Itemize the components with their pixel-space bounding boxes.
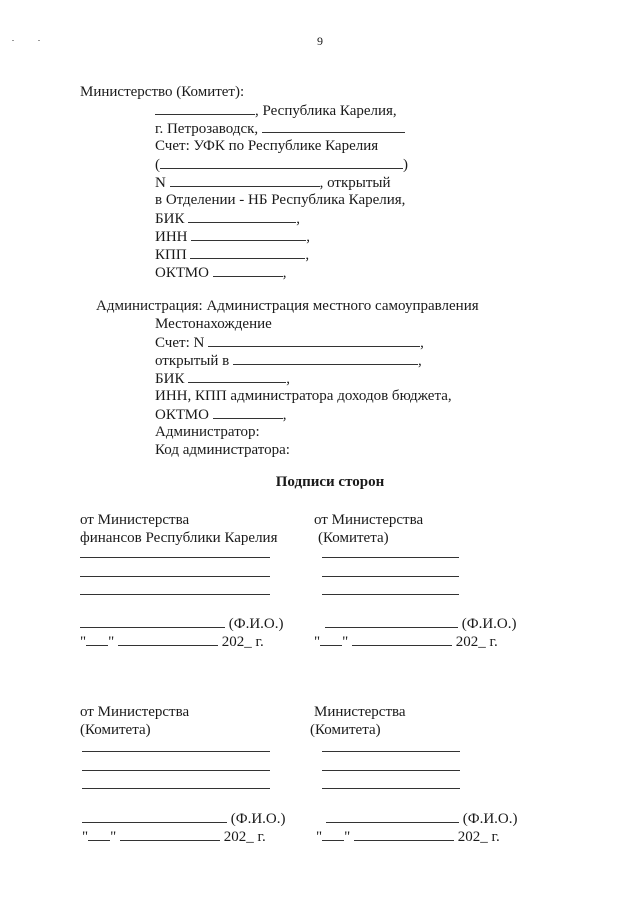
signature-party-line2: финансов Республики Карелия	[80, 530, 278, 546]
administration-account: Счет: N ,	[155, 335, 424, 351]
blank-line	[120, 827, 220, 841]
administration-bik: БИК ,	[155, 371, 290, 387]
signature-fio-line: (Ф.И.О.)	[326, 809, 518, 829]
blank-line	[86, 632, 108, 646]
signature-blank-line	[322, 594, 459, 595]
signatures-title: Подписи сторон	[275, 474, 385, 490]
blank-line	[170, 173, 320, 187]
signature-date-line: " " 202_ г.	[80, 634, 264, 650]
signature-party-line2: (Комитета)	[310, 722, 381, 738]
signature-blank-line	[322, 576, 459, 577]
scan-speck	[38, 40, 40, 41]
administration-location: Местонахождение	[155, 316, 272, 332]
signature-party-line1: от Министерства	[314, 512, 424, 528]
scan-speck	[12, 40, 14, 41]
signature-party-line1: от Министерства	[80, 512, 190, 528]
blank-line	[190, 245, 305, 259]
ministry-line-oktmo: ОКТМО ,	[155, 265, 287, 281]
ministry-line-city: г. Петрозаводск,	[155, 119, 405, 139]
signature-blank-line	[82, 751, 270, 752]
ministry-line-recipient: ( )	[155, 157, 408, 173]
ministry-line-inn: ИНН ,	[155, 229, 310, 245]
ministry-line-number: N , открытый	[155, 175, 391, 191]
signature-line	[325, 614, 458, 628]
ministry-line-kpp: КПП ,	[155, 247, 310, 263]
signature-date-line: " " 202_ г.	[316, 829, 500, 845]
blank-line	[213, 405, 283, 419]
administration-oktmo: ОКТМО ,	[155, 407, 287, 423]
signature-party-line1: от Министерства	[80, 704, 190, 720]
page-number: 9	[317, 34, 323, 48]
signature-fio-line: (Ф.И.О.)	[82, 809, 286, 829]
blank-line	[233, 351, 418, 365]
administration-opened-in: открытый в ,	[155, 353, 422, 369]
signature-line	[80, 614, 225, 628]
blank-line	[188, 209, 296, 223]
ministry-line-bik: БИК ,	[155, 211, 300, 227]
blank-line	[262, 119, 405, 133]
signature-blank-line	[82, 788, 270, 789]
ministry-line-region: , Республика Карелия,	[155, 101, 397, 121]
administration-inn-kpp: ИНН, КПП администратора доходов бюджета,	[155, 388, 452, 404]
blank-line	[322, 827, 344, 841]
signature-line	[82, 809, 227, 823]
signature-blank-line	[322, 788, 460, 789]
ministry-line-account: Счет: УФК по Республике Карелия	[155, 138, 379, 154]
signature-blank-line	[322, 770, 460, 771]
signature-party-line2: (Комитета)	[318, 530, 389, 546]
signature-blank-line	[82, 770, 270, 771]
blank-line	[354, 827, 454, 841]
signature-date-line: " " 202_ г.	[314, 634, 498, 650]
blank-line	[155, 101, 255, 115]
administration-administrator: Администратор:	[155, 424, 260, 440]
blank-line	[213, 263, 283, 277]
ministry-line-bank: в Отделении - НБ Республика Карелия,	[155, 192, 406, 208]
signature-blank-line	[80, 557, 270, 558]
blank-line	[191, 227, 306, 241]
signature-party-line1: Министерства	[314, 704, 406, 720]
blank-line	[320, 632, 342, 646]
signature-blank-line	[322, 751, 460, 752]
signature-line	[326, 809, 459, 823]
signature-blank-line	[322, 557, 459, 558]
signature-party-line2: (Комитета)	[80, 722, 151, 738]
signature-blank-line	[80, 576, 270, 577]
signature-fio-line: (Ф.И.О.)	[80, 614, 284, 634]
blank-line	[352, 632, 452, 646]
signature-fio-line: (Ф.И.О.)	[325, 614, 517, 634]
ministry-heading: Министерство (Комитет):	[80, 84, 245, 100]
administration-code: Код администратора:	[155, 442, 290, 458]
signature-blank-line	[80, 594, 270, 595]
administration-heading: Администрация: Администрация местного самоуправления	[96, 298, 479, 314]
blank-line	[88, 827, 110, 841]
blank-line	[118, 632, 218, 646]
blank-line	[160, 155, 403, 169]
blank-line	[188, 369, 286, 383]
signature-date-line: " " 202_ г.	[82, 829, 266, 845]
blank-line	[208, 333, 420, 347]
